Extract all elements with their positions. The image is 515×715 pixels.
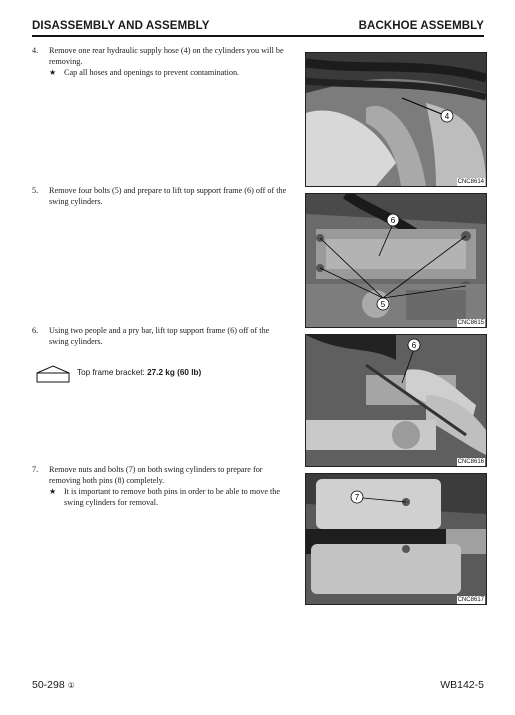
photo-hose [305,52,487,187]
callout-label: 4 [444,112,450,121]
step-number: 6. [32,326,39,335]
header-rule [32,35,484,37]
page-number [32,679,75,691]
step-number: 4. [32,46,39,55]
star-icon: ★ [49,68,57,78]
step-number: 5. [32,186,39,195]
photo-caption: CNC8616 [457,459,484,465]
step-text: Remove four bolts (5) and prepare to lift top support frame (6) off of the swing cylinders. [49,186,287,206]
step-note [49,68,290,79]
photo-frame-bolts-image [306,194,486,327]
step-number: 7. [32,465,39,474]
photo-pry-bar [305,334,487,467]
step-4 [32,46,290,79]
revision-mark: ① [67,681,75,690]
note-text: It is important to remove both pins in order to be able to move the swing cylinders for removal. [64,487,281,507]
model-number: WB142-5 [440,679,484,691]
step-note [49,487,290,508]
photo-caption: CNC8617 [457,597,484,603]
step-6 [32,326,290,347]
weight-text [77,368,201,377]
step-7 [32,465,290,508]
callout-label: 5 [380,300,386,309]
photo-frame-bolts [305,193,487,328]
weight-label: Top frame bracket: [77,368,145,377]
star-icon: ★ [49,487,57,497]
step-text: Remove nuts and bolts (7) on both swing cylinders to prepare for removing both pins (8) completely. [49,465,263,485]
photo-swing-cylinder-image [306,474,486,604]
note-text: Cap all hoses and openings to prevent contamination. [64,68,240,78]
weight-callout [35,363,275,383]
photo-caption: CNC8614 [457,179,484,185]
callout-label: 6 [390,216,396,225]
callout-label: 6 [411,341,417,350]
photo-caption: CNC8615 [457,320,484,326]
step-text: Using two people and a pry bar, lift top support frame (6) off of the swing cylinders. [49,326,270,346]
chapter-title: BACKHOE ASSEMBLY [358,20,484,32]
step-5 [32,186,290,207]
weight-value: 27.2 kg (60 lb) [147,368,202,377]
step-text: Remove one rear hydraulic supply hose (4) on the cylinders you will be removing. [49,46,284,66]
photo-hose-image [306,53,486,186]
page-number-text: 50-298 [32,679,65,691]
weight-icon [35,363,71,383]
section-title: DISASSEMBLY AND ASSEMBLY [32,20,210,32]
callout-label: 7 [354,493,360,502]
photo-swing-cylinder [305,473,487,605]
photo-pry-bar-image [306,335,486,466]
